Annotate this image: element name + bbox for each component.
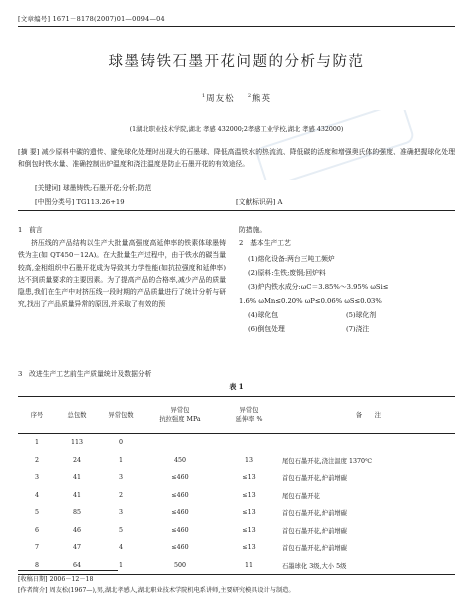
keywords bbox=[35, 182, 151, 192]
table-cell bbox=[282, 434, 455, 452]
process-pair-row bbox=[239, 308, 455, 322]
author-line bbox=[0, 92, 473, 104]
section-1 bbox=[18, 224, 226, 310]
table-cell: ≤13 bbox=[242, 526, 256, 534]
document-code-text: A bbox=[277, 198, 283, 206]
table-cell: 首包石墨开花,炉前增碳 bbox=[282, 527, 347, 535]
section-1-heading: 1 前言 bbox=[18, 226, 43, 234]
table-cell: 47 bbox=[72, 544, 81, 552]
received-value: 2006－12－18 bbox=[49, 576, 94, 583]
table-cell: 85 bbox=[72, 509, 81, 517]
header-cell: 异常包数 bbox=[108, 411, 134, 419]
classification-label: [中图分类号] bbox=[35, 198, 75, 206]
table-cell: 46 bbox=[72, 526, 81, 534]
header-cell: 异常包 延伸率 % bbox=[235, 407, 263, 423]
author-bio-label: [作者简介] bbox=[18, 587, 48, 594]
section-1-paragraph: 挤压线的产品结构以生产大批量高强度高延伸率的铁素体球墨铸铁为主(如 QT450－12A)。在大批量生产过程中，由于铁水的碳当量较高,金相组织中石墨开花成为导致其力学性能(如抗拉强度和延伸率)达不到质量要求的主要因素。为了提高产品的合格率,减少产品的质量隐患,我们在生产中对挤压线一段时期的产品质量进行了统计分析与研究,找出了产品质量异常的原因,并采取了有效的预 bbox=[18, 239, 226, 309]
table-cell: ≤13 bbox=[242, 474, 256, 482]
table-row bbox=[18, 469, 455, 487]
table-cell: 24 bbox=[72, 456, 81, 464]
author-2-sup: 2 bbox=[247, 93, 253, 100]
section-3-heading: 3 改进生产工艺前生产质量统计及数据分析 bbox=[18, 370, 152, 378]
article-id-label: [文章编号] bbox=[18, 15, 51, 23]
keywords-label: [关键词] bbox=[35, 184, 61, 192]
table-cell: 7 bbox=[34, 544, 39, 552]
table-cell: 41 bbox=[72, 474, 81, 482]
table-cell: 首包石墨开花,炉前增碳 bbox=[282, 510, 347, 518]
table-cell: 1 bbox=[118, 561, 123, 569]
process-item: (4)球化包 bbox=[248, 311, 279, 320]
process-item-continuation: 1.6% ωMn≤0.20% ωP≤0.06% ωS≤0.03% bbox=[239, 297, 382, 306]
table-row bbox=[18, 539, 455, 557]
header-cell: 总包数 bbox=[67, 411, 87, 419]
table-cell: 64 bbox=[72, 561, 81, 569]
classification-text: TG113.26+19 bbox=[76, 198, 125, 206]
header-cell: 备 注 bbox=[355, 411, 382, 419]
table-cell: 首包石墨开花,炉前增碳 bbox=[282, 475, 347, 483]
table-cell: 4 bbox=[118, 544, 123, 552]
process-item: (7)浇注 bbox=[346, 325, 370, 334]
table-row bbox=[18, 452, 455, 470]
table-title: 表 1 bbox=[229, 382, 244, 391]
table-cell: 2 bbox=[118, 491, 123, 499]
table-cell: ≤460 bbox=[171, 509, 189, 517]
received-label: [收稿日期] bbox=[18, 576, 48, 583]
table-cell: 尾包石墨开花 bbox=[282, 492, 320, 500]
paper-title: 球墨铸铁石墨开花问题的分析与防范 bbox=[108, 54, 365, 70]
author-bio bbox=[18, 585, 295, 594]
table-row bbox=[18, 434, 455, 452]
table-cell: 41 bbox=[72, 491, 81, 499]
process-item: (1)熔化设备:两台三吨工频炉 bbox=[248, 255, 335, 264]
document-code bbox=[236, 196, 282, 206]
table-cell: 1 bbox=[34, 439, 39, 447]
right-column bbox=[239, 224, 455, 336]
affiliations: (1湖北职业技术学院,湖北 孝感 432000;2孝感工业学校,湖北 孝感 432000) bbox=[129, 126, 344, 133]
table-cell: 113 bbox=[70, 439, 84, 447]
table-cell: 4 bbox=[34, 491, 39, 499]
table-cell: ≤460 bbox=[171, 474, 189, 482]
document-code-label: [文献标识码] bbox=[236, 198, 276, 206]
article-id-value: 1671－8178(2007)01—0094—04 bbox=[52, 15, 165, 23]
section-2-heading: 2 基本生产工艺 bbox=[239, 239, 291, 248]
table-cell: ≤460 bbox=[171, 544, 189, 552]
abstract-label: [摘 要] bbox=[18, 148, 40, 156]
abstract-rule bbox=[18, 210, 455, 211]
header-rule bbox=[18, 26, 455, 27]
table-cell: ≤13 bbox=[242, 491, 256, 499]
process-pair-row bbox=[239, 322, 455, 336]
table-row bbox=[18, 522, 455, 540]
stats-table bbox=[18, 396, 455, 575]
table-cell: 5 bbox=[34, 509, 39, 517]
table-cell: 3 bbox=[118, 509, 123, 517]
received-date bbox=[18, 574, 93, 583]
table-cell: 1 bbox=[118, 456, 123, 464]
abstract bbox=[18, 146, 455, 170]
article-id-line bbox=[18, 14, 165, 23]
table-row bbox=[18, 487, 455, 505]
table-cell: 6 bbox=[34, 526, 39, 534]
process-item: (3)炉内铁水成分:ωC＝3.85%～3.95% ωSi≤ bbox=[248, 283, 389, 292]
table-cell: ≤13 bbox=[242, 509, 256, 517]
table-cell: 500 bbox=[173, 561, 187, 569]
table-row bbox=[18, 557, 455, 575]
table-cell: ≤460 bbox=[171, 526, 189, 534]
table-cell: 8 bbox=[34, 561, 39, 569]
process-item: (5)球化剂 bbox=[346, 311, 377, 320]
table-cell: 3 bbox=[118, 474, 123, 482]
process-list bbox=[239, 252, 455, 294]
header-cell: 序号 bbox=[30, 411, 44, 419]
header-cell: 异常包 抗拉强度 MPa bbox=[159, 407, 201, 423]
table-cell: 5 bbox=[118, 526, 123, 534]
table-cell: 首包石墨开花,炉前增碳 bbox=[282, 545, 347, 553]
keywords-text: 球墨铸铁;石墨开花;分析;防范 bbox=[62, 184, 152, 192]
abstract-text: 减少原料中碳的遗传、避免球化处理时出现大的石墨球、降低高温铁水的热流流、降低碳的活度和增强奥氏体的强度、准确把握球化处理和倒包时铁水量、准确控制出炉温度和浇注温度是防止石墨开花的有效途径。 bbox=[18, 148, 456, 169]
table-cell bbox=[144, 434, 216, 452]
right-column-continuation: 防措施。 bbox=[239, 226, 267, 234]
table-cell: 450 bbox=[173, 456, 187, 464]
table-cell: 石墨球化 3级,大小 5级 bbox=[282, 562, 347, 570]
process-item: (2)原料:生铁;废钢;回炉料 bbox=[248, 269, 326, 278]
table-cell: 0 bbox=[118, 439, 123, 447]
classification bbox=[35, 196, 125, 206]
footer-rule bbox=[18, 570, 118, 571]
table-cell: 3 bbox=[34, 474, 39, 482]
table-row bbox=[18, 504, 455, 522]
table-cell: 尾包石墨开花,浇注温度 1370℃ bbox=[282, 457, 373, 465]
author-2-name: 熊英 bbox=[252, 94, 272, 104]
table-cell: 11 bbox=[244, 561, 253, 569]
table-cell: 13 bbox=[244, 456, 253, 464]
table-cell bbox=[216, 434, 282, 452]
process-item: (6)倒包处理 bbox=[248, 325, 285, 334]
author-1-name: 周友松 bbox=[206, 94, 235, 104]
table-cell: ≤460 bbox=[171, 491, 189, 499]
table-header-row bbox=[18, 397, 455, 434]
author-1-sup: 1 bbox=[201, 93, 207, 100]
table-cell: ≤13 bbox=[242, 544, 256, 552]
table-cell: 2 bbox=[34, 456, 39, 464]
author-bio-text: 周友松(1967—),男,湖北孝感人,湖北职业技术学院机电系讲师,主要研究模具设计与制造。 bbox=[49, 587, 295, 594]
